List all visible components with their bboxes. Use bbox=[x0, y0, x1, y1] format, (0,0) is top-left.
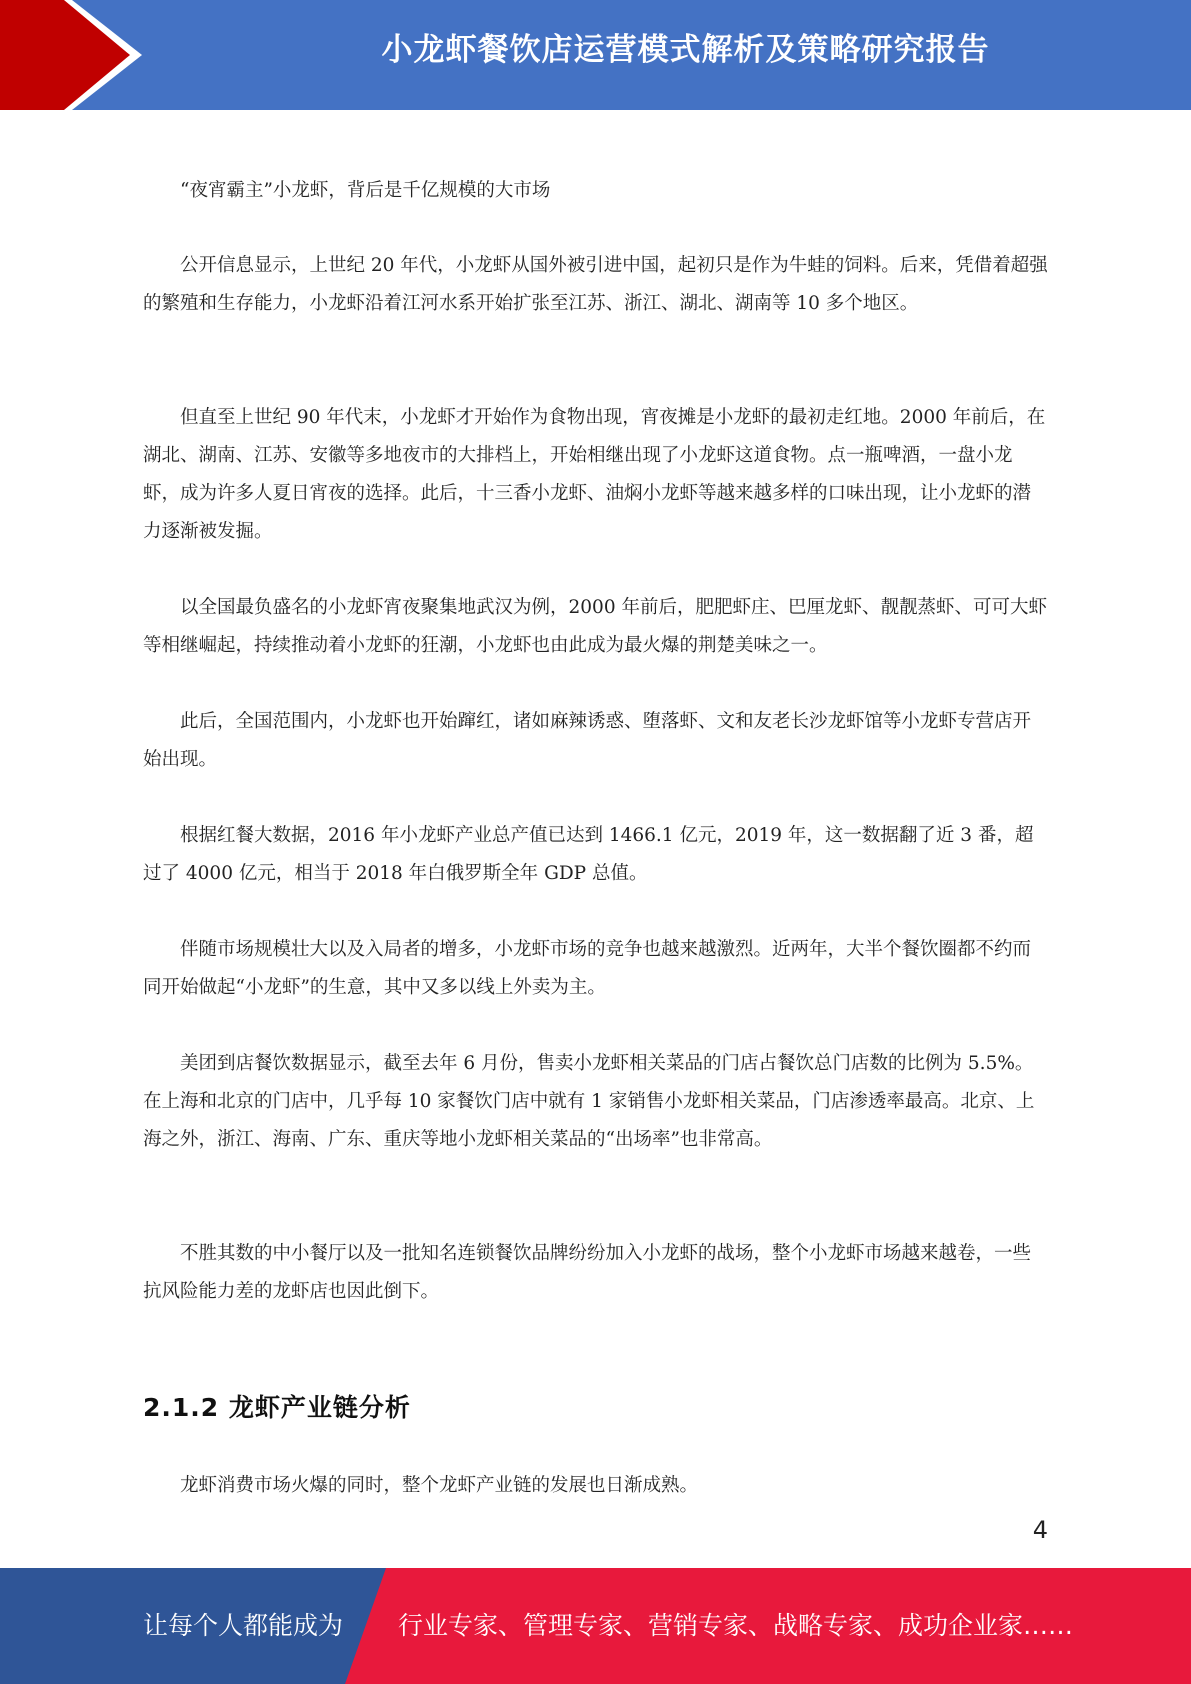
body-paragraph: 不胜其数的中小餐厅以及一批知名连锁餐饮品牌纷纷加入小龙虾的战场，整个小龙虾市场越来越卷，一些抗风险能力差的龙虾店也因此倒下。 bbox=[143, 1243, 1032, 1302]
body-paragraph: 以全国最负盛名的小龙虾宵夜聚集地武汉为例，2000 年前后，肥肥虾庄、巴厘龙虾、靓靓蒸虾、可可大虾等相继崛起，持续推动着小龙虾的狂潮，小龙虾也由此成为最火爆的荆楚美味之一。 bbox=[143, 597, 1047, 656]
footer-slogan-right: 行业专家、管理专家、营销专家、战略专家、成功企业家…… bbox=[398, 1611, 1074, 1640]
body-paragraph: 公开信息显示，上世纪 20 年代，小龙虾从国外被引进中国，起初只是作为牛蛙的饲料。后来，凭借着超强的繁殖和生存能力，小龙虾沿着江河水系开始扩张至江苏、浙江、湖北、湖南等 10 多个地区。 bbox=[143, 255, 1048, 314]
lead-paragraph: “夜宵霸主”小龙虾，背后是千亿规模的大市场 bbox=[180, 180, 551, 201]
body-paragraph: 根据红餐大数据，2016 年小龙虾产业总产值已达到 1466.1 亿元，2019 年，这一数据翻了近 3 番，超过了 4000 亿元，相当于 2018 年白俄罗斯全年 GDP 总值。 bbox=[143, 825, 1034, 884]
header-chevron-decoration bbox=[0, 0, 160, 110]
body-paragraph: 此后，全国范围内，小龙虾也开始蹿红，诸如麻辣诱惑、堕落虾、文和友老长沙龙虾馆等小龙虾专营店开始出现。 bbox=[143, 711, 1032, 770]
report-title: 小龙虾餐饮店运营模式解析及策略研究报告 bbox=[381, 32, 990, 68]
closing-paragraph: 龙虾消费市场火爆的同时，整个龙虾产业链的发展也日渐成熟。 bbox=[180, 1475, 699, 1496]
page-number: 4 bbox=[1032, 1516, 1048, 1544]
body-paragraph: 伴随市场规模壮大以及入局者的增多，小龙虾市场的竞争也越来越激烈。近两年，大半个餐饮圈都不约而同开始做起“小龙虾”的生意，其中又多以线上外卖为主。 bbox=[143, 939, 1032, 998]
footer-slogan-left: 让每个人都能成为 bbox=[143, 1611, 344, 1640]
section-heading: 2.1.2 龙虾产业链分析 bbox=[143, 1393, 411, 1422]
page-header bbox=[0, 0, 1191, 110]
body-paragraph: 美团到店餐饮数据显示，截至去年 6 月份，售卖小龙虾相关菜品的门店占餐饮总门店数的比例为 5.5%。在上海和北京的门店中，几乎每 10 家餐饮门店中就有 1 家销售小龙虾相关菜品，门店渗透率最高。北京、上海之外，浙江、海南、广东、重庆等地小龙虾相关菜品的“出场率”也非常高。 bbox=[143, 1053, 1035, 1150]
body-paragraph: 但直至上世纪 90 年代末，小龙虾才开始作为食物出现，宵夜摊是小龙虾的最初走红地。2000 年前后，在湖北、湖南、江苏、安徽等多地夜市的大排档上，开始相继出现了小龙虾这道食物。点一瓶啤酒，一盘小龙虾，成为许多人夏日宵夜的选择。此后，十三香小龙虾、油焖小龙虾等越来越多样的口味出现，让小龙虾的潜力逐渐被发掘。 bbox=[143, 407, 1046, 542]
page-footer bbox=[0, 1568, 1191, 1684]
